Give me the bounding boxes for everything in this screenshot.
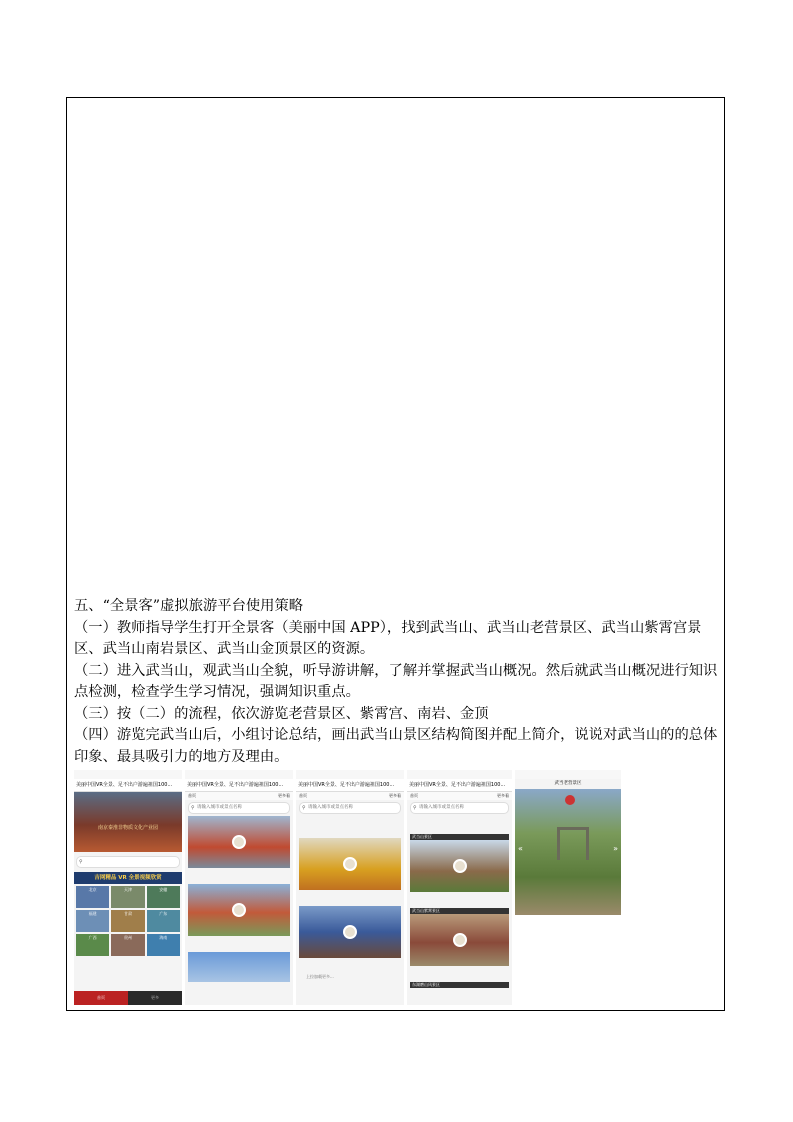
vr-panorama[interactable]	[515, 789, 621, 915]
vr-banner[interactable]: 吉网精品 VR 全景视频欣赏	[74, 872, 182, 884]
scenic-card[interactable]	[188, 952, 290, 982]
scenic-card[interactable]	[188, 816, 290, 882]
phone-screen-list-2	[296, 770, 404, 1005]
pano-icon	[232, 903, 246, 917]
nav-row: 首页 更多看	[296, 792, 404, 800]
pano-icon	[453, 933, 467, 947]
search-icon: ⚲	[191, 805, 195, 811]
card-caption: 武当山景区	[410, 834, 509, 840]
tab-bar	[74, 991, 182, 1005]
arrow-left-icon[interactable]: «	[518, 844, 523, 853]
pano-icon	[343, 857, 357, 871]
status-bar	[74, 770, 182, 779]
arrow-right-icon[interactable]: »	[613, 844, 618, 853]
search-icon: ⚲	[302, 805, 306, 811]
city-tile[interactable]: 北京	[76, 886, 109, 908]
city-grid	[74, 884, 182, 958]
phone-screen-vr	[515, 770, 621, 915]
status-bar	[407, 770, 512, 779]
app-screenshots	[74, 770, 622, 1005]
pano-icon	[343, 925, 357, 939]
app-title: 美丽中国VR全景、足不出户游遍祖国100...	[407, 779, 512, 792]
paragraph-4: （四）游览完武当山后，小组讨论总结，画出武当山景区结构简图并配上简介，说说对武当山的的总体印象、最具吸引力的地方及理由。	[74, 727, 718, 765]
search-icon: ⚲	[79, 859, 83, 865]
paragraph-1: （一）教师指导学生打开全景客（美丽中国 APP），找到武当山、武当山老营景区、武当山紫霄宫景区、武当山南岩景区、武当山金顶景区的资源。	[74, 619, 702, 657]
scenic-card[interactable]	[188, 884, 290, 950]
city-tile[interactable]: 广东	[147, 910, 180, 932]
stone-archway	[557, 827, 589, 860]
section-heading: 五、“全景客”虚拟旅游平台使用策略	[74, 598, 304, 614]
app-title: 美丽中国VR全景、足不出户游遍祖国100...	[185, 779, 293, 792]
home-banner[interactable]	[74, 792, 182, 852]
city-tile[interactable]: 安徽	[147, 886, 180, 908]
paragraph-3: （三）按（二）的流程，依次游览老营景区、紫霄宫、南岩、金顶	[74, 705, 489, 722]
scenic-card[interactable]	[299, 906, 401, 972]
strategy-section	[74, 596, 720, 768]
search-input[interactable]: ⚲ 请输入城市或景点名称	[188, 802, 290, 814]
scenic-card[interactable]	[410, 908, 509, 980]
scenic-card[interactable]	[299, 816, 401, 904]
phone-screen-list-3	[407, 770, 512, 1005]
compass-icon[interactable]	[565, 795, 575, 805]
card-caption: 东湖磨山风景区	[410, 982, 509, 988]
scenic-card[interactable]	[410, 982, 509, 988]
nav-row: 首页 更多看	[407, 792, 512, 800]
city-tile[interactable]: 海南	[147, 934, 180, 956]
city-tile[interactable]: 贵州	[111, 934, 144, 956]
status-bar	[185, 770, 293, 779]
nav-row: 首页 更多看	[185, 792, 293, 800]
load-more-text[interactable]: 上拉加载更多...	[306, 974, 334, 979]
city-tile[interactable]: 广西	[76, 934, 109, 956]
status-bar	[515, 770, 621, 779]
phone-screen-home	[74, 770, 182, 1005]
pano-icon	[232, 835, 246, 849]
pano-icon	[453, 859, 467, 873]
banner-text: 南京秦淮非物质文化产业园	[97, 825, 158, 831]
search-input[interactable]: ⚲ 请输入城市或景点名称	[299, 802, 401, 814]
search-icon: ⚲	[413, 805, 417, 811]
city-tile[interactable]: 福建	[76, 910, 109, 932]
paragraph-2: （二）进入武当山，观武当山全貌，听导游讲解，了解并掌握武当山概况。然后就武当山概况进行知识点检测，检查学生学习情况，强调知识重点。	[74, 662, 718, 700]
app-title: 美丽中国VR全景、足不出户游遍祖国100...	[296, 779, 404, 792]
tab-more[interactable]: 更多	[151, 995, 159, 1000]
status-bar	[296, 770, 404, 779]
tab-home[interactable]: 首页	[74, 991, 128, 1005]
scenic-title: 武当老营景区	[515, 779, 621, 789]
card-caption: 武当山紫霄景区	[410, 908, 509, 914]
phone-screen-list-1	[185, 770, 293, 1005]
app-title: 美丽中国VR全景、足不出户游遍祖国100...	[74, 779, 182, 792]
scenic-card[interactable]	[410, 816, 509, 906]
city-tile[interactable]: 天津	[111, 886, 144, 908]
city-tile[interactable]: 甘肃	[111, 910, 144, 932]
search-input[interactable]	[76, 856, 180, 868]
search-input[interactable]: ⚲ 请输入城市或景点名称	[410, 802, 509, 814]
